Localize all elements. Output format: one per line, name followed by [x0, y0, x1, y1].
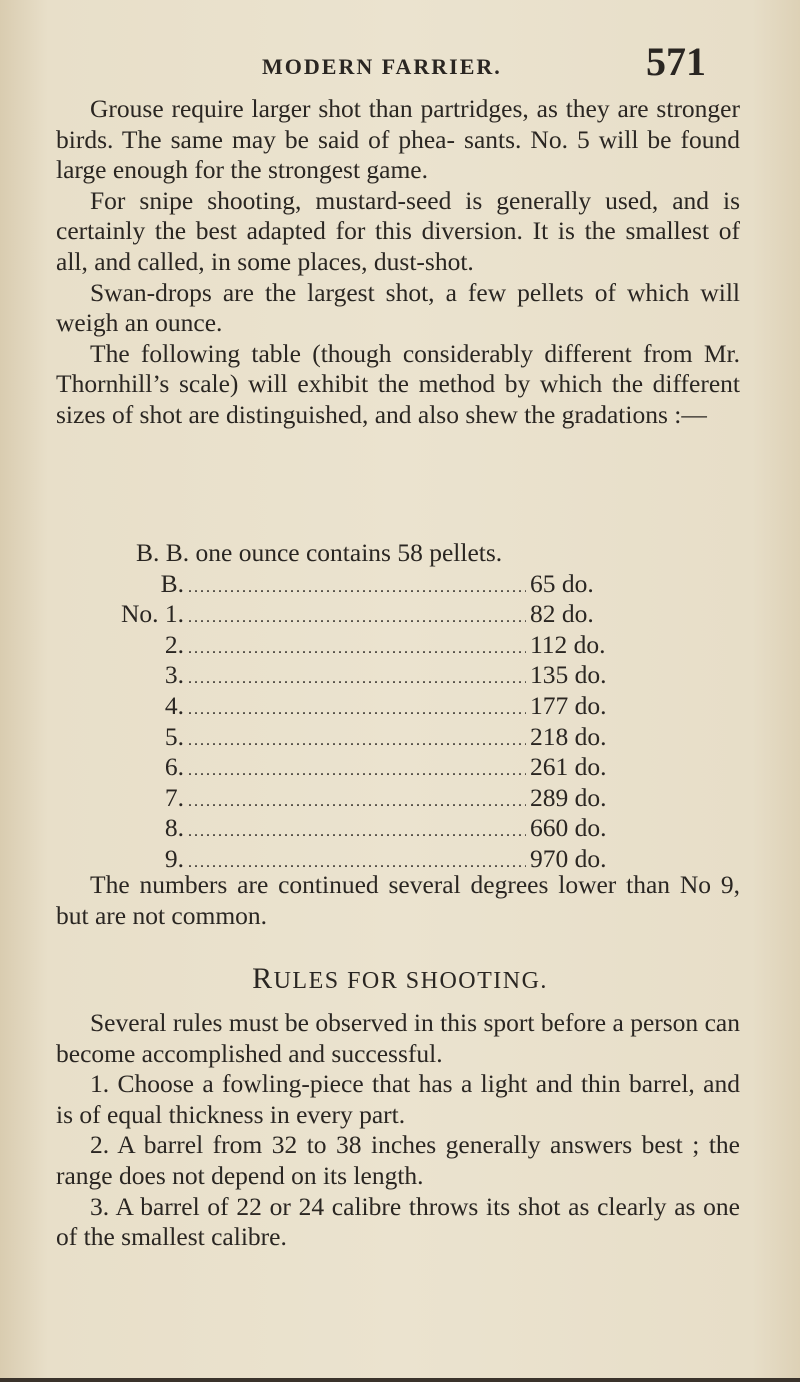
- dot-leader: [188, 756, 526, 787]
- shot-size: 9.: [164, 843, 184, 873]
- shot-size: 2.: [164, 629, 184, 659]
- shot-size: 4.: [164, 690, 184, 720]
- paragraph-table-intro: The following table (though considerably different from Mr. Thornhill’s scale) will exhibit the method by which the different sizes of shot are distinguished, and also shew the gradations :—: [56, 338, 740, 429]
- running-head: MODERN FARRIER.: [262, 54, 502, 79]
- pellet-count: 82 do.: [530, 599, 594, 629]
- dot-leader: [188, 603, 526, 634]
- page-number: 571: [646, 39, 706, 84]
- table-row: [80, 783, 640, 814]
- rule-1: 1. Choose a fowling-piece that has a light and thin barrel, and is of equal thickness in every part.: [56, 1069, 740, 1129]
- shot-size: 7.: [164, 782, 184, 812]
- paragraph-grouse: Grouse require larger shot than partridges, as they are stronger birds. The same may be said of phea- sants. No. 5 will be found large enough for the strongest game.: [56, 94, 740, 185]
- shot-size: 5.: [164, 721, 184, 751]
- paragraph-rules-intro: Several rules must be observed in this sport before a person can become accomplished and successful.: [56, 1008, 740, 1068]
- dot-leader: [188, 787, 526, 818]
- shot-size: B.: [160, 568, 184, 598]
- paragraph-snipe: For snipe shooting, mustard-seed is generally used, and is certainly the best adapted for this diversion. It is the smallest of all, and called, in some places, dust-shot.: [56, 185, 740, 276]
- dot-leader: [188, 695, 526, 726]
- heading-initial: R: [252, 962, 274, 995]
- heading-first-word-rest: ULES: [273, 968, 340, 994]
- dot-leader: [188, 573, 526, 604]
- pellet-count: 261 do.: [530, 752, 607, 782]
- shot-size: 3.: [164, 660, 184, 690]
- table-row: [80, 569, 640, 600]
- pellet-count: 65 do.: [530, 568, 594, 598]
- pellet-count: 660 do.: [530, 813, 607, 843]
- dot-leader: [188, 726, 526, 757]
- rules-text: [56, 1008, 740, 1253]
- table-row: [80, 599, 640, 630]
- shot-size: 8.: [164, 813, 184, 843]
- table-row: [80, 691, 640, 722]
- pellet-count: 112 do.: [530, 629, 606, 659]
- table-row: [80, 630, 640, 661]
- dot-leader: [188, 634, 526, 665]
- dot-leader: [188, 664, 526, 695]
- rule-3: 3. A barrel of 22 or 24 calibre throws its shot as clearly as one of the smallest calibre.: [56, 1191, 740, 1252]
- paragraph-swan-drops: Swan-drops are the largest shot, a few pellets of which will weigh an ounce.: [56, 277, 740, 338]
- section-heading: [0, 962, 800, 996]
- heading-rest: FOR SHOOTING.: [347, 968, 548, 994]
- pellet-count: 218 do.: [530, 721, 607, 751]
- table-row: [80, 752, 640, 783]
- pellet-count: 970 do.: [530, 843, 607, 873]
- shot-size: No. 1.: [120, 599, 184, 629]
- intro-text: [56, 94, 740, 431]
- shot-size: 6.: [164, 752, 184, 782]
- table-row: [80, 722, 640, 753]
- after-table-text: [56, 870, 740, 931]
- page-bottom-edge: [0, 1378, 800, 1382]
- page-header: [0, 38, 800, 88]
- rule-2: 2. A barrel from 32 to 38 inches generally answers best ; the range does not depend on its length.: [56, 1130, 740, 1190]
- dot-leader: [188, 817, 526, 848]
- table-row: [80, 660, 640, 691]
- shot-size-table: [80, 538, 640, 875]
- paragraph-numbers-continued: The numbers are continued several degrees lower than No 9, but are not common.: [56, 870, 740, 930]
- pellet-count: 289 do.: [530, 782, 607, 812]
- pellet-count: 177 do.: [530, 690, 607, 720]
- table-first-row: B. B. one ounce contains 58 pellets.: [136, 538, 503, 567]
- table-row: [80, 813, 640, 844]
- pellet-count: 135 do.: [530, 660, 607, 690]
